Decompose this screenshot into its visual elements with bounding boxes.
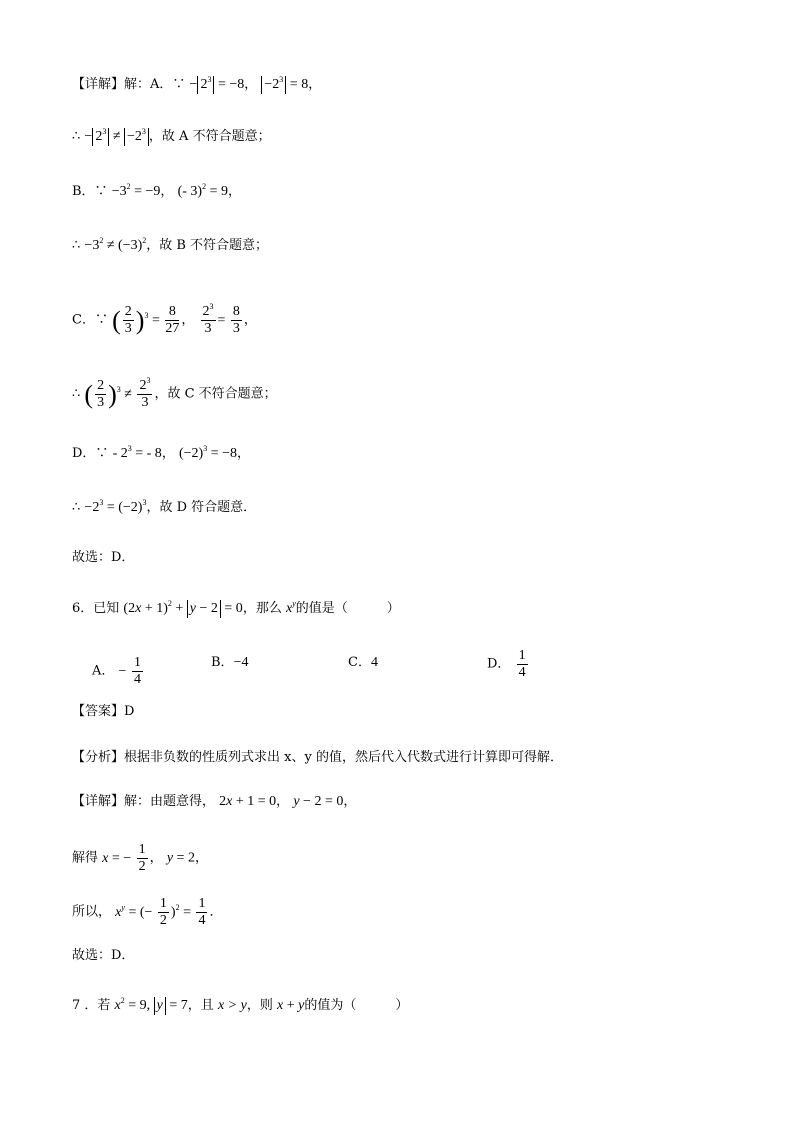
formula: $-2^3 = (-2)^3$ — [84, 498, 147, 515]
formula: ( $\frac{2}{3}$ )$^3$ = $\frac{8}{27}$ — [112, 304, 180, 336]
detail-line-a: 【详解】解：A．∵ − $2^3 = -8$， $-2^3 = 8$， — [72, 75, 322, 92]
formula: y = 2 — [166, 850, 195, 866]
formula: ( $\frac{2}{3}$ )$^3$ ≠ $\frac{2^3}{3}$ — [84, 376, 151, 410]
formula: $x^2 = 9$, y = 7 — [114, 996, 188, 1013]
formula: $\frac{2^3}{3}$ = $\frac{8}{3}$ — [202, 302, 240, 336]
formula: (- 3)$^2$ = 9 — [177, 182, 228, 199]
question-6: 6．已知 $(2x + 1)^2 + y - 2 = 0$，那么 $x^y$的值是（ ） — [72, 599, 400, 616]
question-7: 7 ．若 $x^2 = 9$, y = 7，且 x > y，则 x + y的值为（ ） — [72, 996, 409, 1013]
detail-line-b: B．∵ $-3^2 = -9$， (- 3)$^2$ = 9， — [72, 182, 241, 199]
formula: x > y — [217, 998, 247, 1013]
formula: − $2^3 \ne -2^3$ — [84, 129, 149, 144]
formula: $x^y$ — [285, 599, 296, 616]
detail-line-c: C．∵ ( $\frac{2}{3}$ )$^3$ = $\frac{8}{27}$ ， $\frac{2^3}{3}$ = $\frac{8}{3}$ ， — [72, 302, 257, 336]
option-d[interactable]: D． $\frac{1}{4}$ — [487, 648, 526, 680]
formula: $(2x + 1)^2 + y - 2 = 0$ — [123, 599, 243, 616]
formula: x + y — [276, 998, 305, 1013]
choose-line-6: 故选：D． — [72, 948, 135, 963]
formula: 2x + 1 = 0 — [219, 794, 277, 809]
formula: $-2^3 = 8$ — [261, 77, 308, 92]
formula: $x^y$ = (− $\frac{1}{2}$ )$^2$ = $\frac{1}{4}$ — [115, 896, 206, 928]
choose-line: 故选：D． — [72, 550, 135, 565]
conclusion-line-d: ∴ $-2^3 = (-2)^3$，故 D 符合题意． — [72, 498, 257, 515]
option-a[interactable]: A． − $\frac{1}{4}$ — [92, 655, 141, 687]
conclusion-line-b: ∴ $-3^2 \ne (-3)^2$，故 B 不符合题意； — [72, 236, 269, 253]
answer-line: 【答案】D — [72, 704, 135, 719]
formula: − $2^3 = -8$ — [189, 75, 245, 92]
so-line: 所以， $x^y$ = (− $\frac{1}{2}$ )$^2$ = $\frac{1}{4}$ ． — [72, 896, 223, 928]
formula: x = − $\frac{1}{2}$ — [102, 842, 146, 874]
formula: - $2^3$ = - 8 — [112, 444, 162, 461]
formula: y − 2 = 0 — [293, 794, 344, 809]
detail-line-6: 【详解】解：由题意得， 2x + 1 = 0， y − 2 = 0， — [72, 794, 357, 809]
detail-line-d: D．∵ - $2^3$ = - 8， $(-2)^3 = -8$， — [72, 444, 251, 461]
option-b[interactable]: B．−4 — [211, 655, 249, 670]
analysis-line: 【分析】根据非负数的性质列式求出 x、y 的值，然后代入代数式进行计算即可得解． — [72, 750, 563, 765]
formula: $-3^2 = -9$ — [111, 182, 161, 199]
formula: $-3^2 \ne (-3)^2$ — [84, 236, 147, 253]
option-c[interactable]: C．4 — [348, 655, 378, 670]
conclusion-line-c: ∴ ( $\frac{2}{3}$ )$^3$ ≠ $\frac{2^3}{3}$ ，故 C 不符合题意； — [72, 376, 277, 410]
solve-line: 解得 x = − $\frac{1}{2}$ ， y = 2， — [72, 842, 208, 874]
formula: $(-2)^3 = -8$ — [178, 444, 237, 461]
conclusion-line-a: ∴ − $2^3 \ne -2^3$ ，故 A 不符合题意； — [72, 127, 271, 144]
